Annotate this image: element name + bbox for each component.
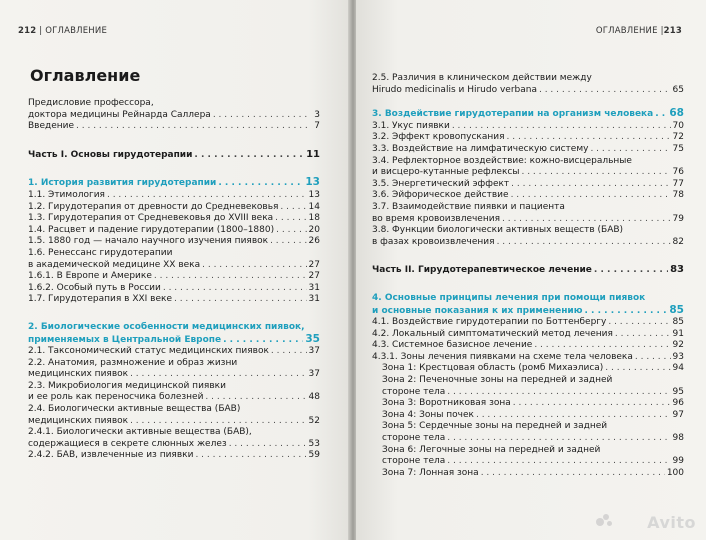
toc-entry bbox=[372, 317, 684, 329]
toc-entry bbox=[372, 468, 684, 480]
toc-page-number: 70 bbox=[672, 120, 684, 131]
toc-entry-title: стороне тела bbox=[382, 433, 446, 444]
toc-chapter-entry bbox=[28, 334, 320, 347]
toc-entry bbox=[28, 358, 320, 370]
toc-entry bbox=[28, 381, 320, 393]
toc-leader-dots bbox=[502, 214, 671, 226]
toc-chapter-entry bbox=[28, 177, 320, 190]
toc-entry bbox=[28, 346, 320, 358]
toc-page-number: 72 bbox=[672, 132, 684, 143]
toc-leader-dots bbox=[76, 121, 308, 133]
toc-entry-title: 1.4. Расцвет и падение гирудотерапии (1800–1880) bbox=[28, 224, 275, 235]
toc-page-number: 13 bbox=[308, 189, 320, 200]
toc-leader-dots bbox=[205, 392, 306, 404]
toc-leader-dots bbox=[174, 294, 307, 306]
toc-entry-title: содержащиеся в секрете слюнных желез bbox=[28, 438, 227, 449]
toc-entry bbox=[372, 85, 684, 97]
toc-entry bbox=[372, 456, 684, 468]
toc-entry-title: Предисловие профессора, bbox=[28, 98, 154, 108]
toc-entry-title: 1.3. Гирудотерапия от Средневековья до XVIII века bbox=[28, 213, 274, 224]
avito-logo-icon bbox=[596, 514, 614, 528]
toc-page-number: 27 bbox=[308, 271, 320, 282]
toc-entry bbox=[372, 363, 684, 375]
toc-entry-title: 1.6. Ренессанс гирудотерапии bbox=[28, 247, 173, 258]
toc-leader-dots bbox=[218, 178, 303, 190]
toc-leader-dots bbox=[130, 369, 306, 381]
toc-entry bbox=[28, 450, 320, 462]
toc-part-entry bbox=[28, 149, 320, 162]
toc-page-number: 82 bbox=[672, 236, 684, 247]
toc-entry bbox=[28, 439, 320, 451]
toc-leader-dots bbox=[154, 271, 307, 283]
toc-entry bbox=[28, 248, 320, 260]
toc-leader-dots bbox=[447, 456, 670, 468]
toc-entry-title: доктора медицины Рейнарда Саллера bbox=[28, 109, 211, 120]
toc-leader-dots bbox=[615, 329, 671, 341]
toc-entry-title: в фазах кровоизвлечения bbox=[372, 236, 495, 247]
toc-chapter-entry bbox=[28, 322, 320, 334]
toc-page-number: 37 bbox=[308, 369, 320, 380]
left-page-number: 212 bbox=[18, 26, 37, 36]
toc-entry bbox=[28, 98, 320, 110]
toc-page-number: 53 bbox=[308, 438, 320, 449]
left-running-head bbox=[18, 26, 107, 36]
left-toc-list bbox=[28, 98, 320, 462]
toc-entry bbox=[28, 427, 320, 439]
toc-entry-title: Зона 3: Воротниковая зона bbox=[382, 398, 511, 409]
toc-entry bbox=[372, 156, 684, 168]
toc-entry bbox=[372, 375, 684, 387]
toc-page-number: 100 bbox=[666, 467, 684, 478]
toc-entry bbox=[372, 237, 684, 249]
toc-entry bbox=[372, 445, 684, 457]
toc-entry-title: 3.5. Энергетический эффект bbox=[372, 178, 510, 189]
toc-entry bbox=[28, 271, 320, 283]
toc-entry bbox=[372, 329, 684, 341]
toc-entry bbox=[28, 283, 320, 295]
toc-entry bbox=[28, 121, 320, 133]
toc-leader-dots bbox=[195, 450, 306, 462]
toc-entry bbox=[28, 260, 320, 272]
toc-page-number: 92 bbox=[672, 340, 684, 351]
toc-leader-dots bbox=[513, 398, 671, 410]
toc-leader-dots bbox=[229, 439, 307, 451]
right-toc-list bbox=[372, 73, 684, 479]
toc-page-number: 83 bbox=[670, 264, 684, 276]
toc-leader-dots bbox=[270, 236, 306, 248]
toc-entry-title: 1.6.2. Особый путь в России bbox=[28, 282, 161, 293]
toc-page-number: 76 bbox=[672, 167, 684, 178]
toc-entry bbox=[372, 433, 684, 445]
toc-entry bbox=[372, 73, 684, 85]
toc-entry bbox=[28, 202, 320, 214]
toc-entry bbox=[372, 340, 684, 352]
toc-page-number: 85 bbox=[672, 317, 684, 328]
toc-entry-title: Зона 2: Печеночные зоны на передней и задней bbox=[382, 375, 613, 386]
toc-leader-dots bbox=[476, 410, 671, 422]
toc-entry-title: 3.2. Эффект кровопускания bbox=[372, 132, 505, 143]
toc-page-number: 85 bbox=[669, 303, 684, 316]
toc-entry bbox=[28, 236, 320, 248]
toc-spacer bbox=[372, 277, 684, 293]
toc-entry-title: 2.1. Таксономический статус медицинских пиявок bbox=[28, 346, 269, 357]
toc-entry bbox=[28, 110, 320, 122]
toc-entry bbox=[372, 214, 684, 226]
toc-entry-title: Зона 4: Зоны почек bbox=[382, 409, 474, 420]
toc-page-number: 91 bbox=[672, 328, 684, 339]
toc-entry bbox=[372, 421, 684, 433]
toc-leader-dots bbox=[511, 179, 670, 191]
toc-page-number: 95 bbox=[672, 386, 684, 397]
toc-entry bbox=[28, 416, 320, 428]
toc-page-number: 27 bbox=[308, 259, 320, 270]
toc-entry-title: Часть II. Гирудотерапевтическое лечение bbox=[372, 265, 592, 276]
right-head-separator: | bbox=[660, 26, 664, 36]
toc-leader-dots bbox=[452, 121, 671, 133]
toc-page-number: 77 bbox=[672, 178, 684, 189]
toc-part-entry bbox=[372, 264, 684, 277]
toc-entry-title: 2.4. Биологически активные вещества (БАВ) bbox=[28, 404, 241, 415]
toc-entry bbox=[28, 392, 320, 404]
toc-title: Оглавление bbox=[30, 66, 141, 85]
toc-page-number: 65 bbox=[672, 84, 684, 95]
toc-page-number: 68 bbox=[669, 107, 684, 120]
toc-entry-title: 1.7. Гирудотерапия в XXI веке bbox=[28, 294, 172, 305]
toc-page-number: 37 bbox=[308, 346, 320, 357]
toc-entry-title: Часть I. Основы гирудотерапии bbox=[28, 149, 193, 160]
toc-entry-title: 4.3. Системное базисное лечение bbox=[372, 340, 533, 351]
toc-entry-title: 4. Основные принципы лечения при помощи пиявок bbox=[372, 292, 646, 303]
toc-leader-dots bbox=[202, 260, 306, 272]
toc-entry bbox=[372, 398, 684, 410]
toc-entry-title: 2. Биологические особенности медицинских пиявок, bbox=[28, 321, 305, 332]
toc-entry-title: 2.5. Различия в клиническом действии между bbox=[372, 73, 592, 83]
left-head-separator: | bbox=[39, 26, 46, 36]
toc-entry-title: 1.2. Гирудотерапия от древности до Средневековья bbox=[28, 201, 279, 212]
watermark: Avito bbox=[647, 513, 696, 532]
toc-entry-title: стороне тела bbox=[382, 386, 446, 397]
toc-page-number: 79 bbox=[672, 213, 684, 224]
toc-leader-dots bbox=[507, 132, 671, 144]
toc-entry-title: 1. История развития гирудотерапии bbox=[28, 178, 217, 189]
toc-spacer bbox=[372, 248, 684, 264]
toc-entry-title: 3.4. Рефлекторное воздействие: кожно-висцеральные bbox=[372, 155, 632, 166]
toc-leader-dots bbox=[655, 109, 667, 121]
toc-chapter-entry bbox=[372, 305, 684, 318]
toc-page-number: 3 bbox=[314, 109, 320, 120]
toc-leader-dots bbox=[280, 202, 306, 214]
toc-leader-dots bbox=[213, 110, 308, 122]
toc-page-number: 96 bbox=[672, 398, 684, 409]
toc-entry bbox=[28, 404, 320, 416]
right-page-number: 213 bbox=[663, 26, 682, 36]
right-running-head bbox=[596, 26, 682, 36]
toc-entry-title: 1.6.1. В Европе и Америке bbox=[28, 271, 152, 282]
toc-page-number: 13 bbox=[305, 176, 320, 189]
left-running-head-label: ОГЛАВЛЕНИЕ bbox=[45, 26, 108, 36]
toc-entry-title: 2.3. Микробиология медицинской пиявки bbox=[28, 380, 226, 391]
toc-chapter-entry bbox=[372, 293, 684, 305]
toc-leader-dots bbox=[608, 317, 670, 329]
toc-page-number: 59 bbox=[308, 450, 320, 461]
toc-entry bbox=[372, 225, 684, 237]
toc-leader-dots bbox=[163, 283, 307, 295]
toc-page-number: 26 bbox=[308, 236, 320, 247]
toc-entry-title: Hirudo medicinalis и Hirudo verbana bbox=[372, 84, 537, 95]
toc-entry-title: и висцеро-кутанные рефлексы bbox=[372, 167, 520, 178]
toc-entry bbox=[28, 369, 320, 381]
toc-page-number: 93 bbox=[672, 351, 684, 362]
toc-leader-dots bbox=[276, 225, 306, 237]
toc-leader-dots bbox=[275, 213, 306, 225]
toc-entry-title: Зона 6: Легочные зоны на передней и задней bbox=[382, 444, 601, 455]
toc-entry-title: 3.1. Укус пиявки bbox=[372, 120, 450, 131]
toc-entry bbox=[372, 387, 684, 399]
toc-leader-dots bbox=[447, 387, 670, 399]
toc-entry-title: 1.1. Этимология bbox=[28, 189, 105, 200]
toc-leader-dots bbox=[107, 190, 307, 202]
toc-entry-title: 3.3. Воздействие на лимфатическую систему bbox=[372, 143, 589, 154]
right-page bbox=[356, 0, 706, 540]
toc-leader-dots bbox=[481, 468, 665, 480]
toc-leader-dots bbox=[271, 346, 307, 358]
toc-entry bbox=[28, 213, 320, 225]
toc-page-number: 75 bbox=[672, 143, 684, 154]
toc-entry bbox=[372, 410, 684, 422]
toc-entry bbox=[28, 225, 320, 237]
toc-leader-dots bbox=[511, 190, 671, 202]
toc-entry-title: применяемых в Центральной Европе bbox=[28, 334, 222, 345]
toc-page-number: 94 bbox=[672, 363, 684, 374]
toc-page-number: 31 bbox=[308, 282, 320, 293]
toc-entry-title: и ее роль как переносчика болезней bbox=[28, 392, 204, 403]
toc-page-number: 99 bbox=[672, 456, 684, 467]
toc-leader-dots bbox=[590, 144, 670, 156]
toc-entry bbox=[28, 294, 320, 306]
toc-leader-dots bbox=[130, 416, 306, 428]
toc-entry bbox=[372, 144, 684, 156]
toc-entry bbox=[28, 190, 320, 202]
toc-entry bbox=[372, 132, 684, 144]
toc-entry-title: Зона 1: Крестцовая область (ромб Михаэлиса) bbox=[382, 363, 604, 374]
toc-leader-dots bbox=[635, 352, 671, 364]
toc-entry-title: в академической медицине XX века bbox=[28, 259, 201, 270]
toc-leader-dots bbox=[605, 363, 670, 375]
toc-leader-dots bbox=[584, 306, 667, 318]
toc-entry bbox=[372, 121, 684, 133]
toc-entry-title: медицинских пиявок bbox=[28, 369, 129, 380]
toc-page-number: 78 bbox=[672, 190, 684, 201]
toc-entry-title: 3.7. Взаимодействие пиявки и пациента bbox=[372, 201, 565, 212]
toc-chapter-entry bbox=[372, 108, 684, 121]
toc-entry-title: стороне тела bbox=[382, 456, 446, 467]
toc-entry-title: Введение bbox=[28, 121, 75, 132]
toc-page-number: 98 bbox=[672, 433, 684, 444]
toc-leader-dots bbox=[594, 265, 668, 277]
toc-entry-title: 3.6. Эйфорическое действие bbox=[372, 190, 509, 201]
toc-entry-title: Зона 5: Сердечные зоны на передней и задней bbox=[382, 421, 608, 432]
toc-entry-title: 2.4.1. Биологически активные вещества (БАВ), bbox=[28, 427, 252, 438]
toc-entry bbox=[372, 352, 684, 364]
toc-page-number: 14 bbox=[308, 201, 320, 212]
toc-spacer bbox=[28, 133, 320, 149]
toc-leader-dots bbox=[194, 150, 304, 162]
toc-page-number: 18 bbox=[308, 213, 320, 224]
toc-entry-title: Зона 7: Лонная зона bbox=[382, 467, 479, 478]
toc-spacer bbox=[28, 306, 320, 322]
toc-entry bbox=[372, 167, 684, 179]
toc-entry-title: 4.1. Воздействие гирудотерапии по Боттенбергу bbox=[372, 317, 607, 328]
toc-leader-dots bbox=[539, 85, 671, 97]
toc-entry bbox=[372, 179, 684, 191]
toc-spacer bbox=[372, 96, 684, 108]
toc-entry-title: и основные показания к их применению bbox=[372, 305, 583, 316]
toc-leader-dots bbox=[223, 335, 303, 347]
toc-page-number: 97 bbox=[672, 409, 684, 420]
toc-entry-title: медицинских пиявок bbox=[28, 415, 129, 426]
toc-entry-title: 4.2. Локальный симптоматический метод лечения bbox=[372, 328, 613, 339]
toc-entry bbox=[372, 190, 684, 202]
toc-spacer bbox=[28, 161, 320, 177]
toc-page-number: 48 bbox=[308, 392, 320, 403]
toc-leader-dots bbox=[497, 237, 671, 249]
toc-entry-title: 2.4.2. БАВ, извлеченные из пиявки bbox=[28, 450, 194, 461]
toc-page-number: 35 bbox=[305, 332, 320, 345]
toc-entry bbox=[372, 202, 684, 214]
toc-page-number: 52 bbox=[308, 415, 320, 426]
toc-entry-title: 2.2. Анатомия, размножение и образ жизни bbox=[28, 357, 238, 368]
toc-page-number: 11 bbox=[306, 148, 320, 160]
toc-leader-dots bbox=[447, 433, 670, 445]
toc-page-number: 7 bbox=[314, 121, 320, 132]
toc-entry-title: 1.5. 1880 год — начало научного изучения пиявок bbox=[28, 236, 269, 247]
toc-leader-dots bbox=[521, 167, 670, 179]
right-running-head-label: ОГЛАВЛЕНИЕ bbox=[595, 26, 658, 36]
toc-entry-title: 3. Воздействие гирудотерапии на организм человека bbox=[372, 109, 654, 120]
toc-entry-title: 4.3.1. Зоны лечения пиявками на схеме тела человека bbox=[372, 351, 633, 362]
toc-page-number: 20 bbox=[308, 224, 320, 235]
toc-entry-title: 3.8. Функции биологически активных веществ (БАВ) bbox=[372, 225, 624, 236]
toc-page-number: 31 bbox=[308, 294, 320, 305]
toc-entry-title: во время кровоизвлечения bbox=[372, 213, 500, 224]
toc-leader-dots bbox=[534, 340, 670, 352]
left-page bbox=[0, 0, 350, 540]
